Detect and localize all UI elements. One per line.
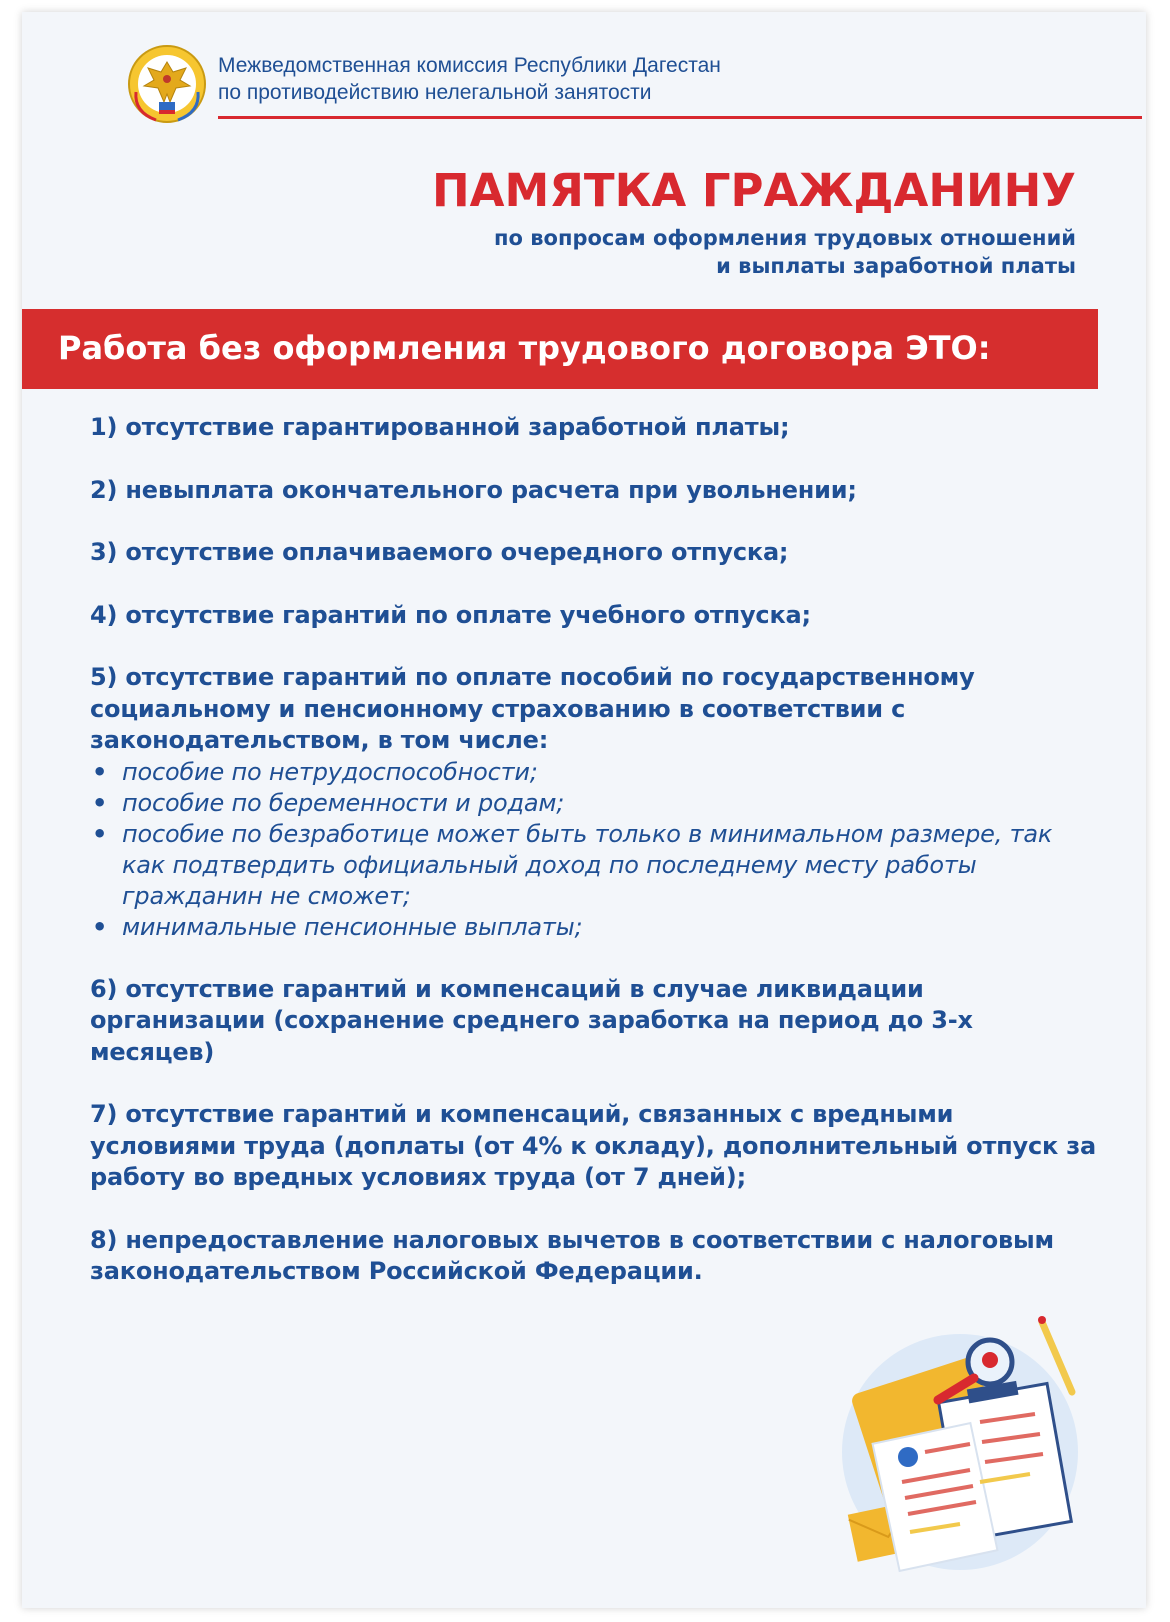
list-item-3: 3) отсутствие оплачиваемого очередного отпуска; [90, 538, 789, 566]
list-item-5-block [90, 662, 1100, 943]
subtitle-line-1: по вопросам оформления трудовых отношений [494, 226, 1076, 250]
bullet-mark: • [92, 757, 108, 786]
bullet-text: пособие по нетрудоспособности; [122, 757, 538, 786]
consequences-list [90, 412, 1100, 1319]
dagestan-coat-of-arms-icon [126, 42, 208, 126]
list-item-4: 4) отсутствие гарантий по оплате учебного отпуска; [90, 600, 811, 629]
list-item-7: 7) отсутствие гарантий и компенсаций, связанных с вредными условиями труда (доплаты (от 4% к окладу), дополнительный отпуск за работу во вредных условиях труда (от 7 дней); [90, 1100, 1097, 1191]
subtitle-line-2: и выплаты заработной платы [716, 254, 1076, 278]
list-item-6: 6) отсутствие гарантий и компенсаций в случае ликвидации организации (сохранение среднего заработка на период до 3-х месяцев) [90, 974, 973, 1066]
section-banner [22, 309, 1098, 389]
leaflet-page [22, 12, 1146, 1608]
list-item-2: 2) невыплата окончательного расчета при увольнении; [90, 475, 857, 504]
org-line-2: по противодействию нелегальной занятости [218, 81, 652, 104]
list-item-8: 8) непредоставление налоговых вычетов в соответствии с налоговым законодательством Российской Федерации. [90, 1225, 1054, 1285]
benefits-bullet-list [90, 757, 1100, 943]
header-divider [218, 116, 1142, 119]
bullet-item [90, 757, 1100, 788]
page-subtitle [494, 224, 1076, 280]
bullet-item [90, 912, 1100, 943]
list-item-5: 5) отсутствие гарантий по оплате пособий по государственному социальному и пенсионному страхованию в соответствии с законодательством, в том числе: [90, 663, 975, 754]
bullet-mark: • [92, 819, 108, 848]
bullet-text: пособие по безработице может быть только в минимальном размере, так как подтвердить официальный доход по последнему месту работы гражданин не сможет; [122, 819, 1053, 910]
bullet-text: минимальные пенсионные выплаты; [122, 912, 583, 941]
bullet-text: пособие по беременности и родам; [122, 788, 565, 817]
bullet-mark: • [92, 912, 108, 941]
org-line-1: Межведомственная комиссия Республики Дагестан [218, 54, 721, 77]
banner-text: Работа без оформления трудового договора ЭТО: [58, 329, 991, 367]
bullet-mark: • [92, 788, 108, 817]
organization-name [218, 52, 721, 106]
bullet-item [90, 788, 1100, 819]
bullet-item [90, 819, 1100, 912]
list-item-1: 1) отсутствие гарантированной заработной платы; [90, 413, 790, 441]
documents-magnifier-icon [830, 1302, 1092, 1582]
page-title: ПАМЯТКА ГРАЖДАНИНУ [431, 164, 1076, 217]
